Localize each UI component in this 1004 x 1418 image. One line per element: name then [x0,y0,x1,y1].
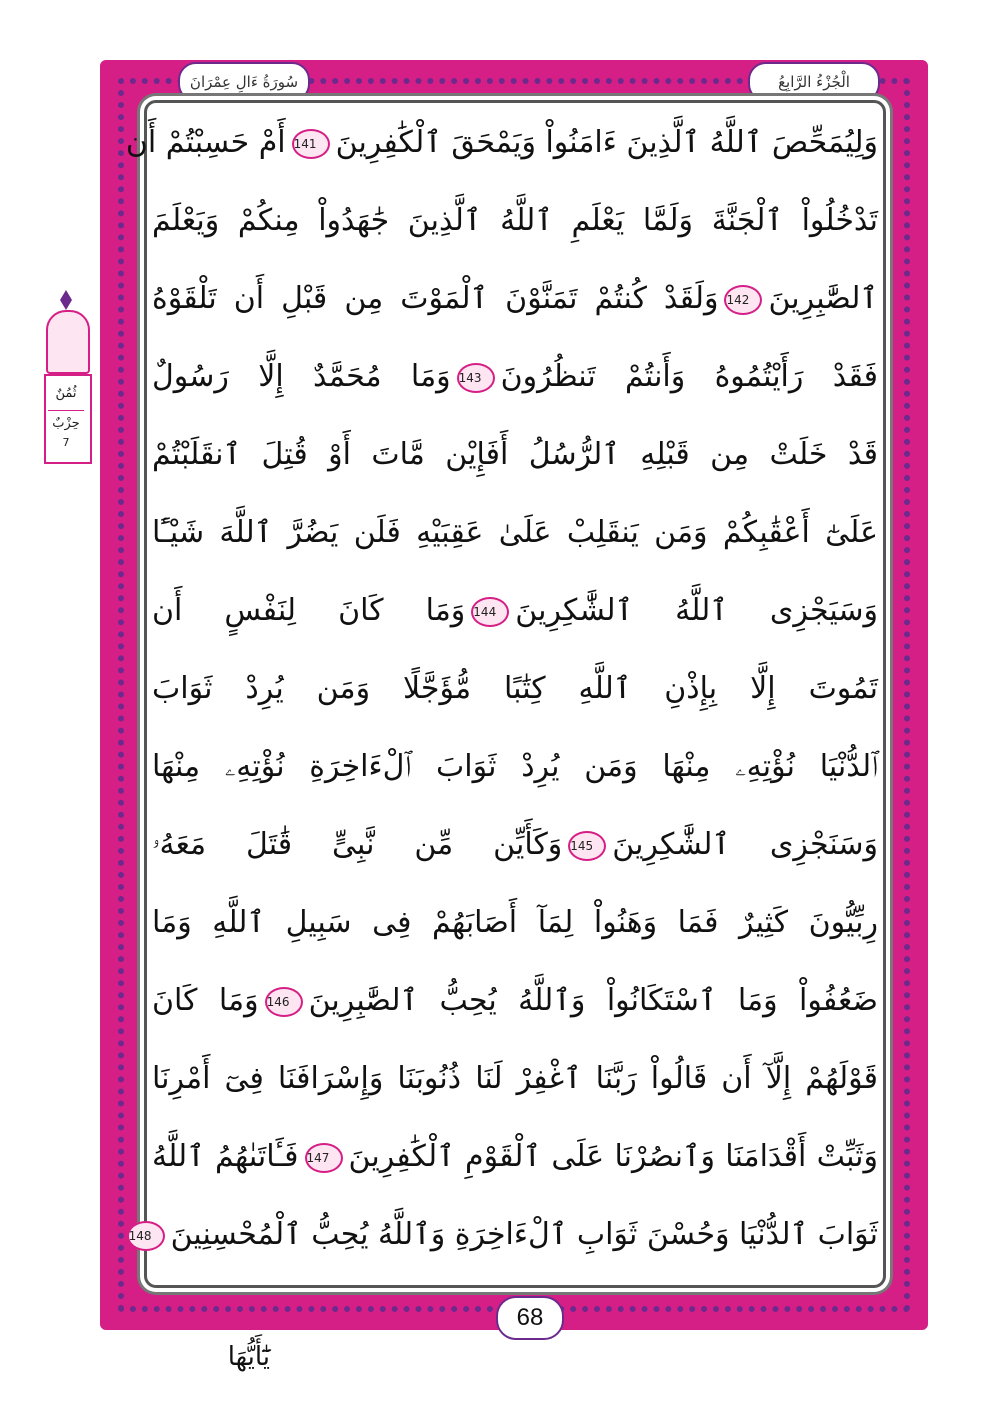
line-text-before: وَسَيَجْزِى ٱللَّهُ ٱلشَّٰكِرِينَ [515,593,878,628]
verse-number-marker: 145 [568,831,606,861]
juz-header [748,62,880,102]
juz-label: الْجُزْءُ الرَّابِعُ [778,73,850,91]
verse-line [152,654,878,724]
verse-line [152,420,878,490]
verse-line [152,1122,878,1192]
line-text-after: وَكَأَيِّن مِّن نَّبِىٍّ قَٰتَلَ مَعَهُۥ [152,827,563,862]
verse-number-marker: 144 [471,597,509,627]
verse-line [152,888,878,958]
line-text-before: قَوْلَهُمْ إِلَّآ أَن قَالُواْ رَبَّنَا ٱغْفِرْ لَنَا ذُنُوبَنَا وَإِسْرَافَنَا فِىٓ أَمْرِنَا [152,1061,878,1096]
verse-line [125,108,878,178]
verse-number-marker: 147 [305,1143,343,1173]
verse-number-marker: 141 [292,129,330,159]
page-number: 68 [496,1296,564,1340]
line-text-before: ٱلدُّنْيَا نُؤْتِهِۦ مِنْهَا وَمَن يُرِدْ ثَوَابَ ٱلْءَاخِرَةِ نُؤْتِهِۦ مِنْهَا [152,749,878,784]
line-text-before: قَدْ خَلَتْ مِن قَبْلِهِ ٱلرُّسُلُ أَفَإِيْن مَّاتَ أَوْ قُتِلَ ٱنقَلَبْتُمْ [152,437,878,472]
verse-line [152,576,878,646]
dome-ornament-icon [46,310,90,374]
line-text-before: ضَعُفُواْ وَمَا ٱسْتَكَانُواْ وَٱللَّهُ يُحِبُّ ٱلصَّٰبِرِينَ [308,983,878,1018]
hizb-number: 7 [62,436,70,449]
verse-line [152,732,878,802]
verse-lines [125,108,878,1280]
verse-number-marker: 146 [265,987,303,1017]
verse-line [128,1200,878,1270]
verse-number-marker: 148 [127,1221,165,1251]
line-text-before: عَلَىٰٓ أَعْقَٰبِكُمْ وَمَن يَنقَلِبْ عَلَىٰ عَقِبَيْهِ فَلَن يَضُرَّ ٱللَّهَ شَيْـًٔا [152,515,878,550]
line-text-after: فَـَٔاتَىٰهُمُ ٱللَّهُ [152,1139,299,1174]
verse-line [152,264,878,334]
line-text-before: تَمُوتَ إِلَّا بِإِذْنِ ٱللَّهِ كِتَٰبًا مُّؤَجَّلًا وَمَن يُرِدْ ثَوَابَ [152,671,878,706]
catchword: يَٰٓأَيُّهَا [227,1342,270,1372]
quarter-label: ثُمُنٌ [55,386,77,401]
line-text-before: وَثَبِّتْ أَقْدَامَنَا وَٱنصُرْنَا عَلَى ٱلْقَوْمِ ٱلْكَٰفِرِينَ [348,1139,878,1174]
verse-line [152,342,878,412]
verse-line [152,498,878,568]
line-text-before: وَلِيُمَحِّصَ ٱللَّهُ ٱلَّذِينَ ءَامَنُواْ وَيَمْحَقَ ٱلْكَٰفِرِينَ [335,125,878,160]
line-text-before: ثَوَابَ ٱلدُّنْيَا وَحُسْنَ ثَوَابِ ٱلْءَاخِرَةِ وَٱللَّهُ يُحِبُّ ٱلْمُحْسِنِينَ [170,1217,878,1252]
line-text-after: وَمَا مُحَمَّدٌ إِلَّا رَسُولٌ [152,359,451,394]
line-text-after: وَمَا كَانَ لِنَفْسٍ أَن [152,593,466,628]
verse-line [152,966,878,1036]
hizb-label: حِزْبٌ [52,416,80,431]
line-text-before: رِبِّيُّونَ كَثِيرٌ فَمَا وَهَنُواْ لِمَآ أَصَابَهُمْ فِى سَبِيلِ ٱللَّهِ وَمَا [152,905,878,940]
hizb-side-marker [40,290,92,460]
verse-line [152,1044,878,1114]
line-text-after: وَلَقَدْ كُنتُمْ تَمَنَّوْنَ ٱلْمَوْتَ مِن قَبْلِ أَن تَلْقَوْهُ [152,281,719,316]
diamond-ornament-icon [60,290,72,310]
verse-number-marker: 142 [724,285,762,315]
line-text-after: وَمَا كَانَ [152,983,259,1018]
line-text-before: تَدْخُلُواْ ٱلْجَنَّةَ وَلَمَّا يَعْلَمِ ٱللَّهُ ٱلَّذِينَ جَٰهَدُواْ مِنكُمْ وَيَعْلَمَ [152,203,878,238]
line-text-after: أَمْ حَسِبْتُمْ أَن [125,125,286,160]
verse-line [152,186,878,256]
line-text-before: فَقَدْ رَأَيْتُمُوهُ وَأَنتُمْ تَنظُرُونَ [500,359,878,394]
divider [48,410,84,411]
verse-number-marker: 143 [457,363,495,393]
surah-header [178,62,310,102]
line-text-before: وَسَنَجْزِى ٱلشَّٰكِرِينَ [612,827,878,862]
line-text-before: ٱلصَّٰبِرِينَ [768,281,878,316]
surah-label: سُورَةُ ءَالِ عِمْرَانَ [189,73,299,91]
verse-line [152,810,878,880]
